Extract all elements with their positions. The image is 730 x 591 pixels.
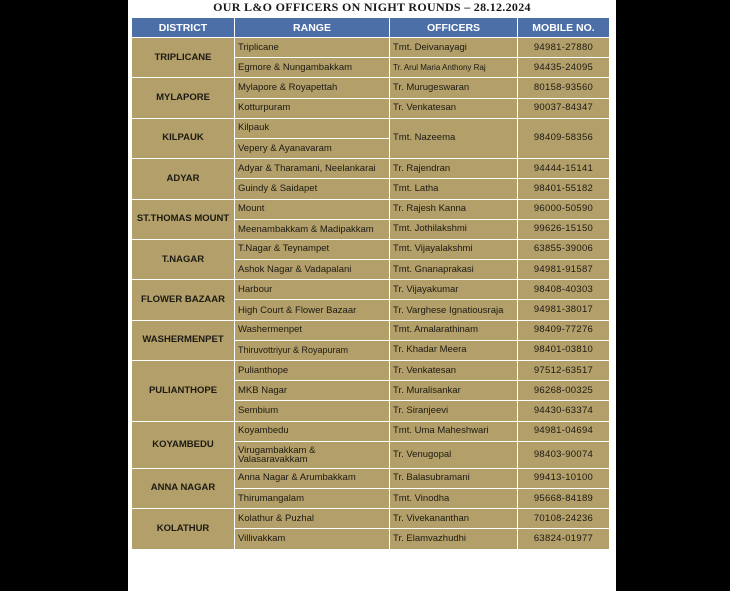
district-cell: ANNA NAGAR (132, 468, 235, 508)
range-cell: Anna Nagar & Arumbakkam (235, 468, 390, 488)
range-cell: Guindy & Saidapet (235, 179, 390, 199)
officer-cell: Tr. Rajendran (390, 159, 518, 179)
range-cell: Kotturpuram (235, 98, 390, 118)
header-range: RANGE (235, 18, 390, 38)
district-cell: KILPAUK (132, 118, 235, 158)
header-district: DISTRICT (132, 18, 235, 38)
officer-cell: Tr. Venkatesan (390, 361, 518, 381)
table-header-row (132, 18, 610, 38)
officer-cell: Tr. Balasubramani (390, 468, 518, 488)
mobile-cell: 94444-15141 (518, 159, 610, 179)
officer-cell: Tmt. Nazeema (390, 118, 518, 158)
range-cell: Washermenpet (235, 320, 390, 340)
officer-cell: Tr. Vivekananthan (390, 509, 518, 529)
mobile-cell: 80158-93560 (518, 78, 610, 98)
officers-table (131, 17, 610, 550)
range-cell: Kilpauk (235, 118, 390, 138)
officer-cell: Tr. Varghese Ignatiousraja (390, 300, 518, 320)
table-row (132, 38, 610, 58)
mobile-cell: 98401-55182 (518, 179, 610, 199)
range-cell: Villivakkam (235, 529, 390, 549)
district-cell: KOYAMBEDU (132, 421, 235, 468)
officer-cell: Tr. Khadar Meera (390, 340, 518, 360)
mobile-cell: 94981-38017 (518, 300, 610, 320)
mobile-cell: 98408-40303 (518, 280, 610, 300)
district-cell: MYLAPORE (132, 78, 235, 118)
officer-cell: Tmt. Vijayalakshmi (390, 239, 518, 259)
mobile-cell: 63855-39006 (518, 239, 610, 259)
mobile-cell: 99626-15150 (518, 219, 610, 239)
page-title: OUR L&O OFFICERS ON NIGHT ROUNDS – 28.12.2024 (213, 0, 531, 14)
range-cell: Pulianthope (235, 361, 390, 381)
mobile-cell: 99413-10100 (518, 468, 610, 488)
header-mobile: MOBILE NO. (518, 18, 610, 38)
officer-cell: Tr. Elamvazhudhi (390, 529, 518, 549)
officer-cell: Tr. Rajesh Kanna (390, 199, 518, 219)
district-cell: KOLATHUR (132, 509, 235, 549)
range-cell: Sembium (235, 401, 390, 421)
table-row (132, 118, 610, 138)
district-cell: T.NAGAR (132, 239, 235, 279)
officer-cell: Tr. Venugopal (390, 441, 518, 468)
mobile-cell: 96000-50590 (518, 199, 610, 219)
table-row (132, 159, 610, 179)
table-row (132, 361, 610, 381)
officer-cell: Tmt. Latha (390, 179, 518, 199)
district-cell: PULIANTHOPE (132, 361, 235, 422)
range-cell: Mylapore & Royapettah (235, 78, 390, 98)
officer-cell: Tmt. Jothilakshmi (390, 219, 518, 239)
range-cell: High Court & Flower Bazaar (235, 300, 390, 320)
officer-cell: Tr. Siranjeevi (390, 401, 518, 421)
range-cell: Ashok Nagar & Vadapalani (235, 260, 390, 280)
officer-cell: Tr. Muralisankar (390, 381, 518, 401)
range-cell: Kolathur & Puzhal (235, 509, 390, 529)
officer-cell: Tmt. Gnanaprakasi (390, 260, 518, 280)
table-row (132, 239, 610, 259)
district-cell: WASHERMENPET (132, 320, 235, 360)
district-cell: TRIPLICANE (132, 38, 235, 78)
range-cell: Thirumangalam (235, 488, 390, 508)
mobile-cell: 94430-63374 (518, 401, 610, 421)
mobile-cell: 70108-24236 (518, 509, 610, 529)
mobile-cell: 98409-58356 (518, 118, 610, 158)
table-row (132, 280, 610, 300)
range-cell: Adyar & Tharamani, Neelankarai (235, 159, 390, 179)
officer-cell: Tmt. Deivanayagi (390, 38, 518, 58)
table-row (132, 509, 610, 529)
range-cell: Harbour (235, 280, 390, 300)
range-cell: Koyambedu (235, 421, 390, 441)
table-row (132, 78, 610, 98)
table-row (132, 199, 610, 219)
range-cell: Triplicane (235, 38, 390, 58)
mobile-cell: 94981-04694 (518, 421, 610, 441)
officer-cell: Tr. Vijayakumar (390, 280, 518, 300)
mobile-cell: 97512-63517 (518, 361, 610, 381)
officer-cell: Tmt. Vinodha (390, 488, 518, 508)
range-cell: Vepery & Ayanavaram (235, 138, 390, 158)
range-cell: Meenambakkam & Madipakkam (235, 219, 390, 239)
night-rounds-document (128, 0, 616, 591)
mobile-cell: 95668-84189 (518, 488, 610, 508)
district-cell: ADYAR (132, 159, 235, 199)
range-cell: MKB Nagar (235, 381, 390, 401)
mobile-cell: 98409-77276 (518, 320, 610, 340)
mobile-cell: 98403-90074 (518, 441, 610, 468)
officer-cell: Tr. Venkatesan (390, 98, 518, 118)
range-cell: Mount (235, 199, 390, 219)
officer-cell: Tmt. Amalarathinam (390, 320, 518, 340)
district-cell: ST.THOMAS MOUNT (132, 199, 235, 239)
officer-cell: Tr. Arul Maria Anthony Raj (390, 58, 518, 78)
range-cell: Virugambakkam & Valasaravakkam (235, 441, 390, 468)
district-cell: FLOWER BAZAAR (132, 280, 235, 320)
officer-cell: Tr. Murugeswaran (390, 78, 518, 98)
table-row (132, 320, 610, 340)
mobile-cell: 96268-00325 (518, 381, 610, 401)
range-cell: Thiruvottriyur & Royapuram (235, 340, 390, 360)
table-row (132, 468, 610, 488)
table-row (132, 421, 610, 441)
mobile-cell: 94981-91587 (518, 260, 610, 280)
mobile-cell: 63824-01977 (518, 529, 610, 549)
range-cell: T.Nagar & Teynampet (235, 239, 390, 259)
mobile-cell: 90037-84347 (518, 98, 610, 118)
officer-cell: Tmt. Uma Maheshwari (390, 421, 518, 441)
mobile-cell: 94981-27880 (518, 38, 610, 58)
range-cell: Egmore & Nungambakkam (235, 58, 390, 78)
header-officers: OFFICERS (390, 18, 518, 38)
mobile-cell: 98401-03810 (518, 340, 610, 360)
mobile-cell: 94435-24095 (518, 58, 610, 78)
